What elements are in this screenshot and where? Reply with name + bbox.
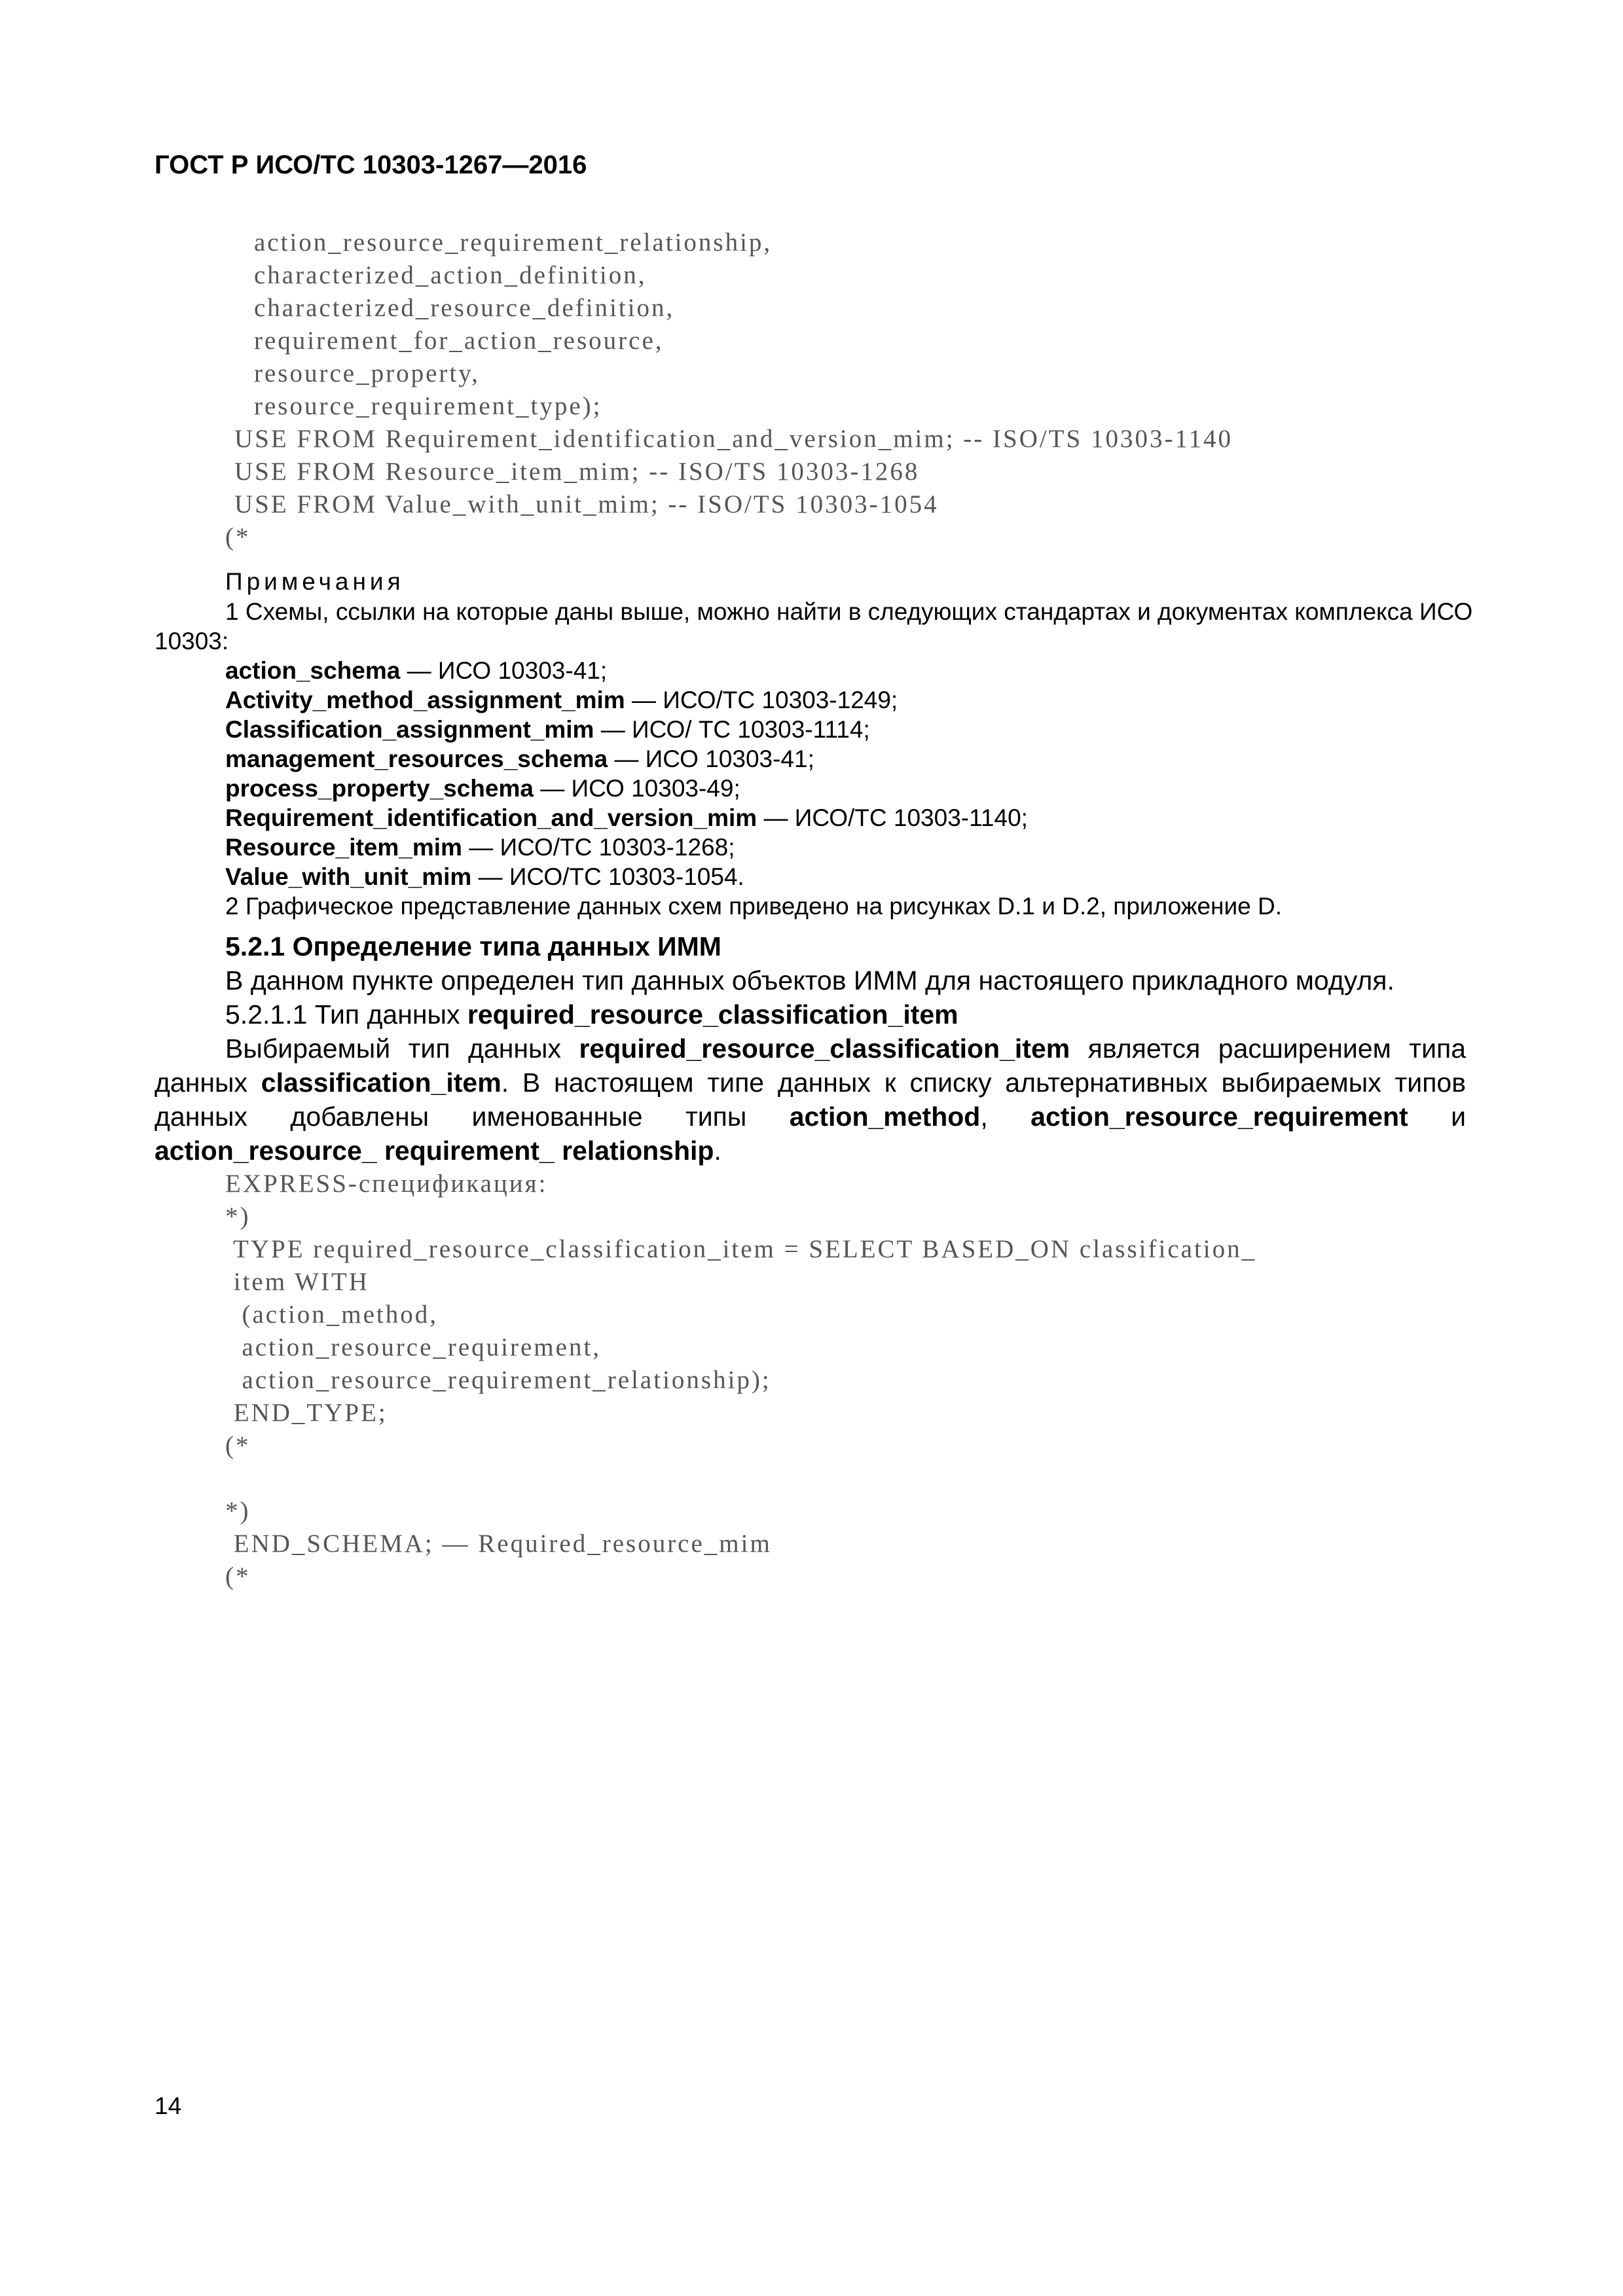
code-line: *) (225, 1497, 251, 1525)
code-line: TYPE required_resource_classification_item = SELECT BASED_ON classification_ (225, 1235, 1257, 1263)
code-line: characterized_resource_definition, (254, 294, 675, 322)
paragraph-text: , (980, 1102, 1031, 1132)
notes-ref (225, 862, 744, 891)
section-intro: В данном пункте определен тип данных объектов ИММ для настоящего прикладного модуля. (225, 965, 1395, 996)
schema-ref: — ИСО/ ТС 10303-1114; (594, 716, 870, 743)
notes-intro-line1: 1 Схемы, ссылки на которые даны выше, можно найти в следующих стандартах и документах комплекса ИСО (225, 598, 1473, 625)
subsection-heading (225, 997, 958, 1031)
notes-ref (225, 656, 607, 685)
notes-ref (225, 715, 870, 744)
paragraph-text: . В настоящем типе данных к списку альтернативных выбираемых типов данных добавлены именованные типы (155, 1067, 1466, 1132)
notes-ref (225, 774, 740, 803)
paragraph-bold: action_resource_requirement (1030, 1102, 1408, 1132)
code-line: USE FROM Resource_item_mim; -- ISO/TS 10303-1268 (234, 457, 920, 486)
schema-name: process_property_schema (225, 775, 534, 802)
code-line: (* (225, 1431, 251, 1460)
code-line: USE FROM Value_with_unit_mim; -- ISO/TS 10303-1054 (234, 490, 939, 518)
notes-ref (225, 744, 814, 774)
code-line: resource_property, (254, 359, 480, 387)
section-paragraph (155, 1031, 1466, 1168)
code-line: action_resource_requirement_relationship, (254, 228, 773, 257)
code-line: item WITH (225, 1268, 369, 1296)
paragraph-bold: classification_item (261, 1067, 501, 1098)
notes-ref (225, 803, 1028, 833)
schema-ref: — ИСО 10303-41; (400, 657, 608, 684)
code-line: END_SCHEMA; — Required_resource_mim (225, 1530, 772, 1558)
notes-item-2: 2 Графическое представление данных схем приведено на рисунках D.1 и D.2, приложение D. (225, 893, 1283, 920)
schema-ref: — ИСО/ТС 10303-1054. (471, 863, 744, 890)
subsection-type-name: required_resource_classification_item (467, 999, 958, 1030)
code-line: USE FROM Requirement_identification_and_version_mim; -- ISO/TS 10303-1140 (234, 425, 1233, 453)
paragraph-text: Выбираемый тип данных (225, 1033, 579, 1064)
notes-ref (225, 685, 898, 715)
schema-ref: — ИСО 10303-41; (608, 745, 814, 772)
code-line: EXPRESS-спецификация: (225, 1170, 548, 1198)
schema-name: Value_with_unit_mim (225, 863, 472, 890)
schema-ref: — ИСО/ТС 10303-1140; (757, 804, 1028, 831)
code-line: *) (225, 1202, 251, 1230)
code-line: action_resource_requirement_relationship); (225, 1366, 771, 1394)
schema-name: Classification_assignment_mim (225, 716, 594, 743)
paragraph-bold: required_resource_classification_item (579, 1033, 1070, 1064)
schema-name: action_schema (225, 657, 401, 684)
code-line: END_TYPE; (225, 1399, 388, 1427)
schema-ref: — ИСО/ТС 10303-1249; (625, 687, 898, 713)
code-line: requirement_for_action_resource, (254, 327, 664, 355)
schema-ref: — ИСО/ТС 10303-1268; (462, 834, 735, 861)
schema-name: management_resources_schema (225, 745, 608, 772)
page-header: ГОСТ Р ИСО/ТС 10303-1267—2016 (155, 151, 587, 179)
code-line: characterized_action_definition, (254, 261, 647, 289)
subsection-prefix: 5.2.1.1 Тип данных (225, 999, 467, 1030)
schema-name: Resource_item_mim (225, 834, 462, 861)
page-number: 14 (155, 2092, 182, 2119)
notes-intro-line2: 10303: (155, 628, 229, 655)
section-heading: 5.2.1 Определение типа данных ИММ (225, 931, 721, 961)
notes-title: Примечания (225, 568, 405, 595)
schema-name: Requirement_identification_and_version_mim (225, 804, 757, 831)
paragraph-bold: action_resource_ requirement_ relationship (155, 1136, 714, 1166)
code-line: (* (225, 523, 251, 551)
schema-ref: — ИСО 10303-49; (533, 775, 740, 802)
paragraph-bold: action_method (789, 1102, 981, 1132)
code-line: (* (225, 1562, 251, 1590)
code-line: (action_method, (225, 1300, 439, 1329)
schema-name: Activity_method_assignment_mim (225, 687, 625, 713)
paragraph-text: и (1408, 1102, 1466, 1132)
code-line: resource_requirement_type); (254, 392, 602, 420)
code-line: action_resource_requirement, (225, 1333, 602, 1361)
paragraph-text: является расширением типа данных (155, 1033, 1466, 1098)
paragraph-text: . (714, 1136, 721, 1166)
notes-ref (225, 833, 735, 862)
